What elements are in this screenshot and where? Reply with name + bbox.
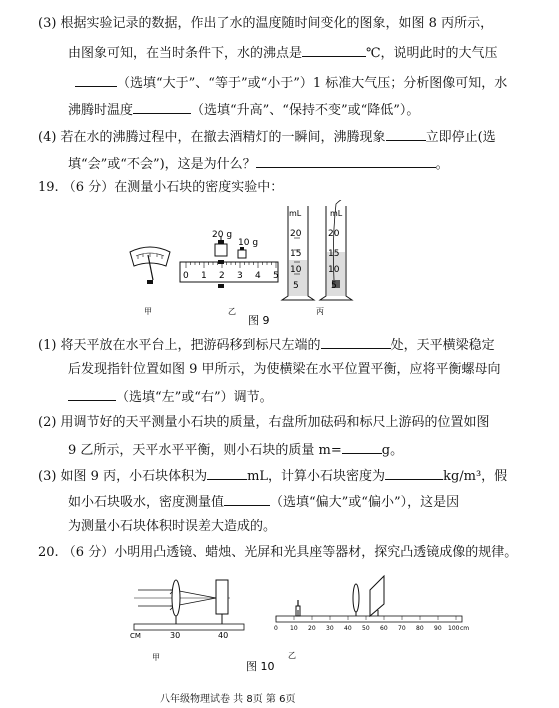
- mass-blank[interactable]: [342, 441, 382, 454]
- q3-line1: (3) 根据实验记录的数据，作出了水的温度随时间变化的图象，如图 8 丙所示，: [38, 16, 494, 31]
- fig9-bing-label: 丙: [316, 307, 324, 316]
- cyl1-15: 15: [290, 249, 302, 259]
- convex-lens: [172, 580, 180, 616]
- ruler-3: 3: [237, 271, 243, 281]
- cyl1-20: 20: [290, 229, 302, 239]
- q3-line4: 沸腾时温度 （选填“升高”、“保持不变”或“降低”）。: [68, 103, 420, 118]
- temperature-blank[interactable]: [133, 101, 191, 114]
- bench-50: 50: [362, 625, 370, 632]
- q19-p2-line1: (2) 用调节好的天平测量小石块的质量，右盘所加砝码和标尺上游码的位置如图: [38, 415, 490, 430]
- ruler-4: 4: [255, 271, 261, 281]
- fig10-cm: CM: [130, 632, 141, 640]
- bench-30: 30: [326, 625, 334, 632]
- q19-heading: 19. （6 分）在测量小石块的密度实验中：: [38, 180, 284, 195]
- rider-top: [218, 260, 224, 264]
- bias-blank[interactable]: [224, 493, 270, 506]
- bench-90: 90: [434, 625, 442, 632]
- volume-blank[interactable]: [207, 467, 247, 480]
- q19-p3-line3: 为测量小石块体积时误差大造成的。: [68, 519, 277, 534]
- weight-20g: 20 g: [212, 230, 233, 240]
- fig9-caption: 图 9: [248, 314, 270, 327]
- q20-heading: 20. （6 分）小明用凸透镜、蜡烛、光屏和光具座等器材，探究凸透镜成像的规律。: [38, 545, 518, 560]
- fig9-jia-label: 甲: [144, 307, 152, 316]
- density-blank[interactable]: [385, 467, 443, 480]
- fig10-30: 30: [170, 631, 181, 640]
- q4-line1: (4) 若在水的沸腾过程中，在撤去酒精灯的一瞬间，沸腾现象 立即停止(选: [38, 130, 496, 145]
- q19-p2-line2: 9 乙所示，天平水平平衡，则小石块的质量 m= g。: [68, 443, 404, 458]
- weight-10g: 10 g: [238, 238, 259, 248]
- bench-0: 0: [274, 625, 278, 632]
- reason-blank[interactable]: [256, 155, 436, 168]
- zero-mark-blank[interactable]: [321, 336, 391, 349]
- cyl1-unit: mL: [289, 209, 302, 218]
- figure-9: [120, 200, 380, 328]
- nut-direction-blank[interactable]: [68, 388, 116, 401]
- screen-2: [370, 576, 384, 616]
- cyl1-10: 10: [290, 265, 302, 275]
- cyl2-20: 20: [328, 229, 340, 239]
- pointer-scale: [130, 247, 170, 284]
- q19-p3-line1: (3) 如图 9 丙，小石块体积为 mL，计算小石块密度为 kg/m³，假: [38, 469, 508, 484]
- cyl2-10: 10: [328, 265, 340, 275]
- bench-40: 40: [344, 625, 352, 632]
- bench-100: 100: [448, 625, 460, 632]
- screen: [216, 580, 228, 614]
- bench-cm: cm: [460, 625, 470, 632]
- fig10-jia-label: 甲: [152, 653, 160, 662]
- bench-70: 70: [398, 625, 406, 632]
- q19-p3-line2: 如小石块吸水，密度测量值 （选填“偏大”或“偏小”），这是因: [68, 495, 460, 510]
- fig10-caption: 图 10: [246, 660, 275, 672]
- rider-bottom: [218, 284, 224, 288]
- bench-60: 60: [380, 625, 388, 632]
- boiling-point-blank[interactable]: [302, 44, 366, 57]
- cyl2-15: 15: [328, 249, 340, 259]
- optical-bench: [276, 576, 462, 622]
- q3-line2: 由图象可知，在当时条件下，水的沸点是 ℃，说明此时的大气压: [68, 46, 498, 61]
- cyl2-unit: mL: [330, 209, 343, 218]
- cyl1-5: 5: [293, 281, 299, 291]
- cyl2-5: 5: [331, 281, 337, 291]
- page-footer: 八年级物理试卷 共 8页 第 6页: [160, 694, 296, 705]
- q19-p1-line3: （选填“左”或“右”）调节。: [68, 388, 273, 406]
- pressure-blank[interactable]: [75, 74, 117, 87]
- fig10-yi-label: 乙: [288, 651, 296, 660]
- q4-line2: 填“会”或“不会”)，这是为什么？ 。: [68, 157, 449, 172]
- q19-p1-line1: (1) 将天平放在水平台上，把游码移到标尺左端的 处，天平横梁稳定: [38, 338, 495, 353]
- q19-p1-line2: 后发现指针位置如图 9 甲所示，为使横梁在水平位置平衡，应将平衡螺母向: [68, 362, 501, 377]
- bench-80: 80: [416, 625, 424, 632]
- bench-10: 10: [290, 625, 298, 632]
- lens-2: [353, 584, 359, 612]
- fig9-yi-label: 乙: [228, 307, 236, 316]
- ruler-2: 2: [219, 271, 225, 281]
- bench-20: 20: [308, 625, 316, 632]
- lens-ray-diagram: [134, 580, 244, 630]
- ruler-0: 0: [183, 271, 189, 281]
- figure-10: [130, 572, 470, 672]
- ruler-5: 5: [273, 271, 279, 281]
- ruler-1: 1: [201, 271, 207, 281]
- boiling-stop-blank[interactable]: [386, 128, 426, 141]
- fig10-40: 40: [218, 631, 229, 640]
- q3-line3: （选填“大于”、“等于”或“小于”）1 标准大气压；分析图像可知，水: [75, 74, 507, 92]
